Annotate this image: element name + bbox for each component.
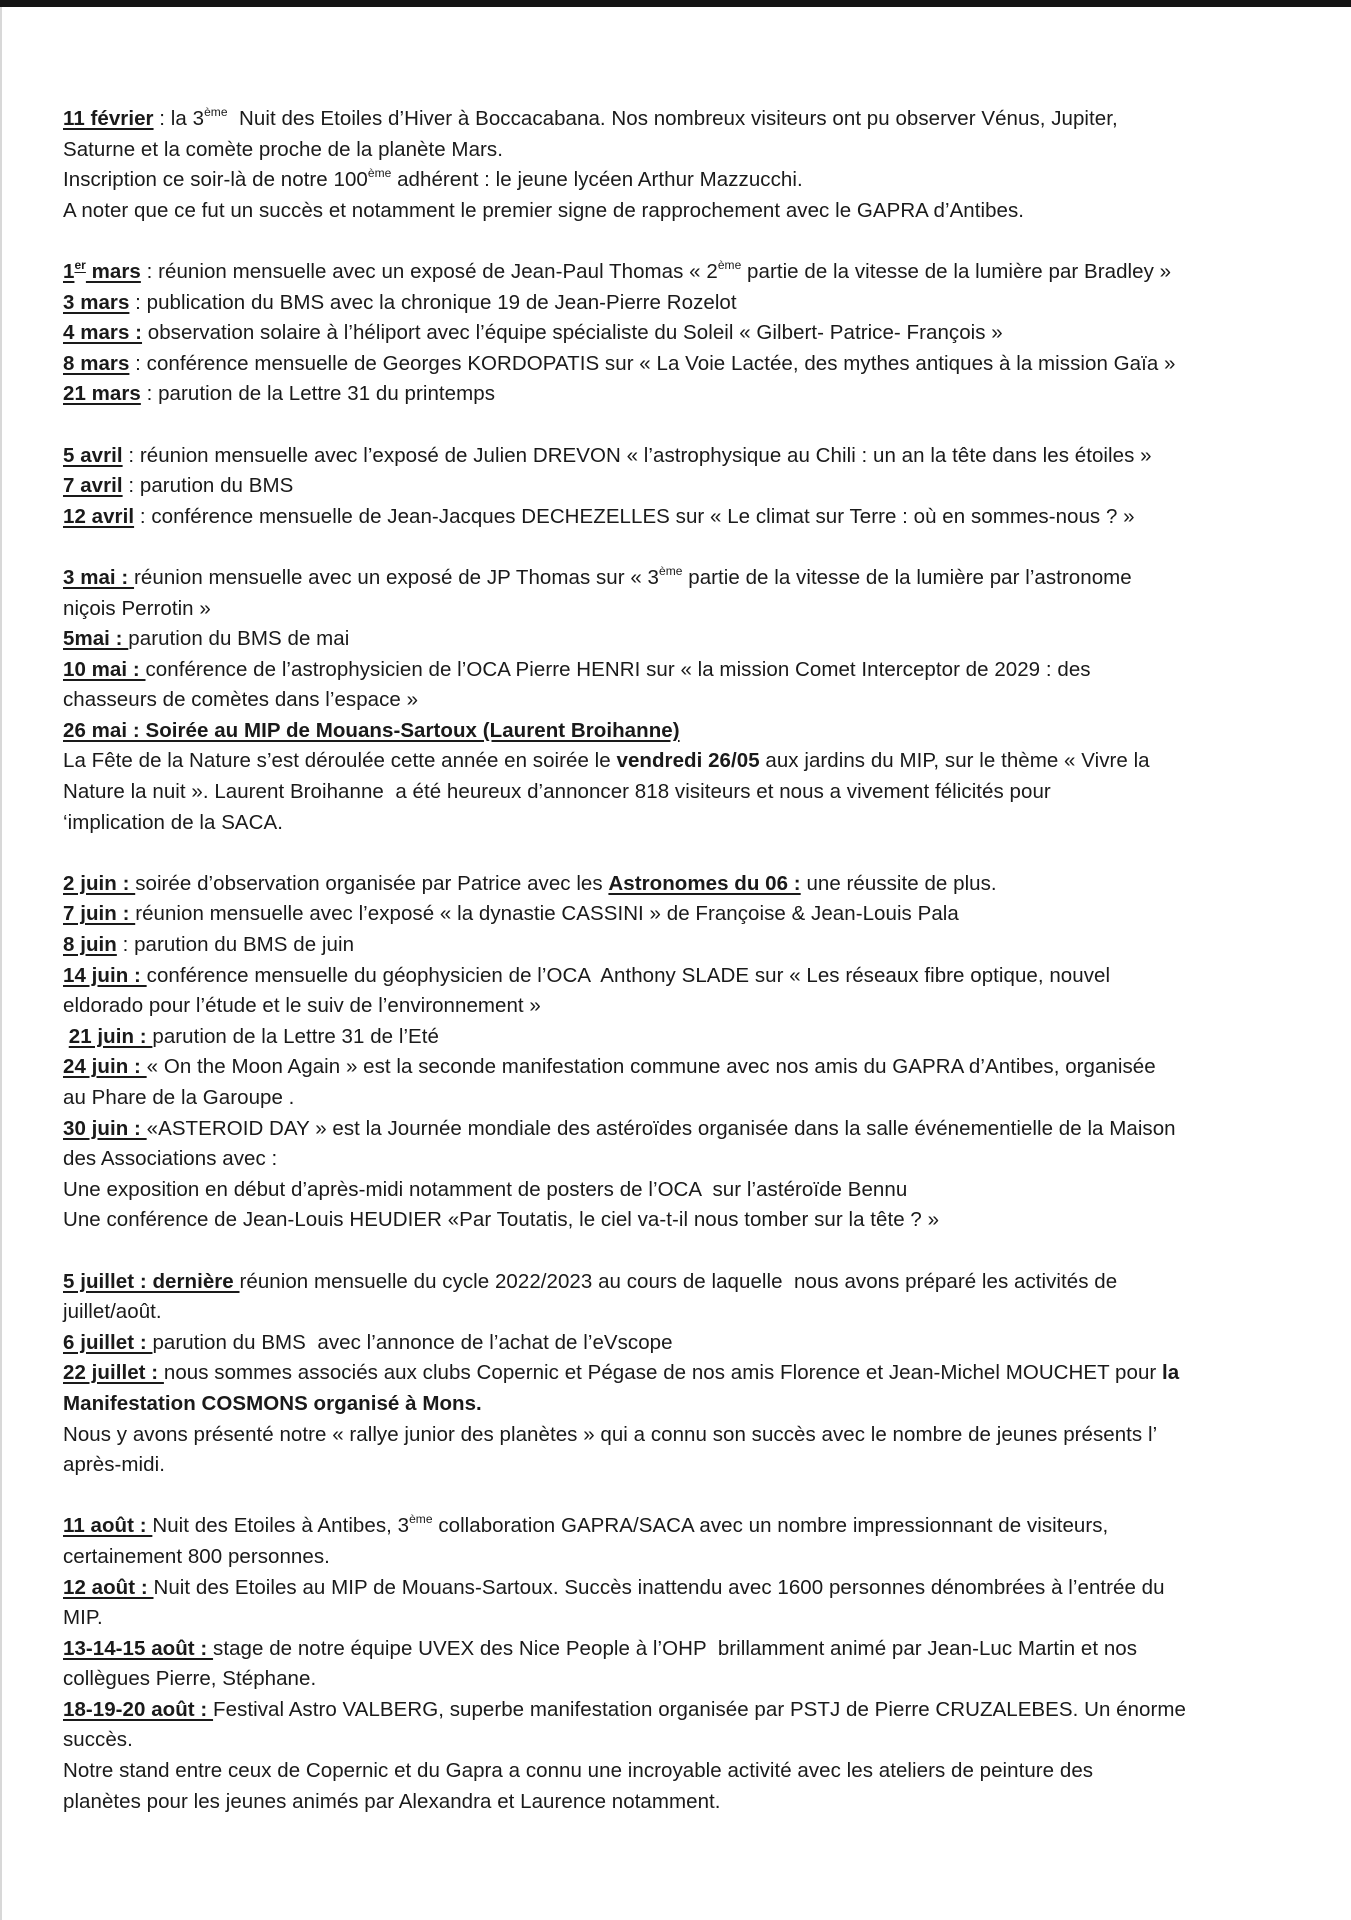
text-line [63, 1725, 1293, 1756]
body-text: Nuit des Etoiles au MIP de Mouans-Sartoux. Succès inattendu avec 1600 personnes dénombrées à l’entrée du [153, 1575, 1165, 1599]
text-line [63, 379, 1293, 410]
paragraph-gap [63, 1481, 1293, 1512]
body-text: : publication du BMS avec la chronique 19 de Jean-Pierre Rozelot [129, 290, 737, 314]
body-text: : conférence mensuelle de Georges KORDOPATIS sur « La Voie Lactée, des mythes antiques à la mission Gaïa » [129, 351, 1176, 375]
body-text: Inscription ce soir-là de notre 100 [63, 168, 368, 192]
date-heading: 3 mars [63, 290, 130, 314]
bold-text: Manifestation COSMONS organisé à Mons. [63, 1391, 482, 1415]
text-line [63, 1450, 1293, 1481]
body-text: juillet/août. [63, 1300, 162, 1324]
body-text: partie de la vitesse de la lumière par l’astronome [682, 565, 1132, 589]
paragraph-gap [63, 1236, 1293, 1267]
date-heading: 11 février [63, 107, 154, 130]
body-text: réunion mensuelle avec un exposé de JP Thomas sur « 3 [134, 565, 660, 589]
text-line [63, 1634, 1293, 1665]
text-line [63, 869, 1293, 900]
text-line [63, 288, 1293, 319]
body-text: succès. [63, 1728, 133, 1752]
text-line [63, 655, 1293, 686]
superscript-text: er [74, 257, 86, 272]
text-line [63, 808, 1293, 839]
date-heading: 26 mai : Soirée au MIP de Mouans-Sartoux (Laurent Broihanne) [63, 718, 680, 742]
body-text: Une conférence de Jean-Louis HEUDIER «Par Toutatis, le ciel va-t-il nous tomber sur la tête ? » [63, 1208, 940, 1232]
text-line [63, 1756, 1293, 1787]
body-text: collègues Pierre, Stéphane. [63, 1667, 317, 1691]
body-text: observation solaire à l’héliport avec l’équipe spécialiste du Soleil « Gilbert- Patrice- François » [142, 321, 1003, 345]
text-line [63, 716, 1293, 747]
body-text: une réussite de plus. [800, 871, 997, 895]
text-line [63, 899, 1293, 930]
text-line [63, 471, 1293, 502]
window-top-bar [0, 0, 1351, 7]
superscript-text: ème [367, 166, 392, 181]
body-text: ‘implication de la SACA. [63, 810, 283, 834]
body-text: des Associations avec : [63, 1147, 278, 1171]
text-line [63, 1511, 1293, 1542]
body-text: Notre stand entre ceux de Copernic et du Gapra a connu une incroyable activité avec les ateliers de peinture des [63, 1759, 1094, 1783]
body-text: : parution de la Lettre 31 du printemps [140, 382, 495, 406]
paragraph-gap [63, 838, 1293, 869]
text-line [63, 1389, 1293, 1420]
body-text: : conférence mensuelle de Jean-Jacques DECHEZELLES sur « Le climat sur Terre : où en sommes-nous ? » [134, 504, 1135, 528]
body-text: conférence mensuelle du géophysicien de l’OCA Anthony SLADE sur « Les réseaux fibre optique, nouvel [146, 963, 1111, 987]
text-line [63, 930, 1293, 961]
text-line [63, 685, 1293, 716]
date-heading: 4 mars : [63, 321, 143, 345]
text-line [63, 257, 1293, 288]
superscript-text: ème [659, 563, 683, 578]
superscript-text: ème [717, 257, 742, 272]
date-heading: Astronomes du 06 : [608, 871, 801, 895]
text-line [63, 961, 1293, 992]
text-line [63, 1052, 1293, 1083]
text-line [63, 104, 1293, 135]
body-text: au Phare de la Garoupe . [63, 1086, 295, 1109]
body-text: «ASTEROID DAY » est la Journée mondiale des astéroïdes organisée dans la salle événementielle de la Maison [146, 1116, 1176, 1140]
body-text: : la 3 [153, 107, 205, 130]
paragraph-gap [63, 226, 1293, 257]
body-text: A noter que ce fut un succès et notamment le premier signe de rapprochement avec le GAPRA d’Antibes. [63, 198, 1025, 222]
text-line [63, 502, 1293, 533]
text-line [63, 1573, 1293, 1604]
text-line [63, 1205, 1293, 1236]
body-text: niçois Perrotin » [63, 596, 211, 620]
date-heading: mars [85, 259, 141, 283]
date-heading: 8 juin [63, 933, 117, 957]
text-line [63, 1114, 1293, 1145]
date-heading: 3 mai : [63, 565, 135, 589]
date-heading: 5mai : [63, 627, 129, 651]
date-heading: 21 juin : [68, 1024, 153, 1048]
body-text: réunion mensuelle avec l’exposé « la dynastie CASSINI » de Françoise & Jean-Louis Pala [135, 902, 959, 926]
date-heading: 10 mai : [63, 657, 146, 681]
body-text: après-midi. [63, 1453, 165, 1477]
body-text: réunion mensuelle du cycle 2022/2023 au cours de laquelle nous avons préparé les activités de [239, 1269, 1118, 1293]
text-line [63, 1695, 1293, 1726]
text-line [63, 441, 1293, 472]
body-text: aux jardins du MIP, sur le thème « Vivre la [759, 749, 1150, 773]
text-line [63, 1664, 1293, 1695]
body-text: eldorado pour l’étude et le suiv de l’environnement » [63, 994, 541, 1018]
text-line [63, 1083, 1293, 1114]
date-heading: 5 juillet : dernière [63, 1269, 240, 1293]
date-heading: 12 août : [63, 1575, 154, 1599]
body-text: partie de la vitesse de la lumière par Bradley » [741, 259, 1172, 283]
body-text: Saturne et la comète proche de la planète Mars. [63, 137, 503, 161]
date-heading: 14 juin : [63, 963, 147, 987]
body-text: : réunion mensuelle avec l’exposé de Julien DREVON « l’astrophysique au Chili : un an la tête dans les étoiles » [122, 443, 1152, 467]
bold-text: la [1162, 1361, 1180, 1385]
body-text: chasseurs de comètes dans l’espace » [63, 688, 419, 712]
text-line [63, 1603, 1293, 1634]
date-heading: 7 avril [63, 474, 123, 498]
date-heading: 5 avril [63, 443, 123, 467]
text-line [63, 165, 1293, 196]
body-text: Une exposition en début d’après-midi notamment de posters de l’OCA sur l’astéroïde Bennu [63, 1177, 908, 1201]
body-text: Festival Astro VALBERG, superbe manifestation organisée par PSTJ de Pierre CRUZALEBES. Un énorme [213, 1697, 1186, 1721]
page-left-edge [0, 7, 2, 1920]
body-text: La Fête de la Nature s’est déroulée cette année en soirée le [63, 749, 617, 773]
body-text: stage de notre équipe UVEX des Nice People à l’OHP brillamment animé par Jean-Luc Martin et nos [213, 1636, 1138, 1660]
text-line [63, 135, 1293, 166]
text-line [63, 991, 1293, 1022]
body-text: : parution du BMS de juin [116, 933, 355, 957]
text-line [63, 1297, 1293, 1328]
date-heading: 1 [63, 259, 75, 283]
text-line [63, 196, 1293, 227]
text-line [63, 1022, 1293, 1053]
text-line [63, 318, 1293, 349]
paragraph-gap [63, 410, 1293, 441]
body-text: parution du BMS de mai [128, 627, 350, 651]
body-text: certainement 800 personnes. [63, 1544, 330, 1568]
date-heading: 30 juin : [63, 1116, 147, 1140]
date-heading: 22 juillet : [63, 1361, 164, 1385]
body-text: parution du BMS avec l’annonce de l’achat de l’eVscope [152, 1330, 673, 1354]
body-text: parution de la Lettre 31 de l’Eté [152, 1024, 439, 1048]
text-line [63, 594, 1293, 625]
body-text: « On the Moon Again » est la seconde manifestation commune avec nos amis du GAPRA d’Antibes, organisée [146, 1055, 1156, 1079]
date-heading: 21 mars [63, 382, 141, 406]
text-line [63, 1267, 1293, 1298]
bold-text: vendredi 26/05 [616, 749, 760, 773]
body-text: : parution du BMS [122, 474, 294, 498]
text-line [63, 563, 1293, 594]
date-heading: 6 juillet : [63, 1330, 153, 1354]
text-line [63, 1542, 1293, 1573]
date-heading: 12 avril [63, 504, 135, 528]
date-heading: 18-19-20 août : [63, 1697, 214, 1721]
date-heading: 2 juin : [63, 871, 136, 895]
text-line [63, 624, 1293, 655]
body-text: soirée d’observation organisée par Patrice avec les [135, 871, 609, 895]
date-heading: 8 mars [63, 351, 130, 375]
body-text: nous sommes associés aux clubs Copernic et Pégase de nos amis Florence et Jean-Michel MOUCHET pour [163, 1361, 1163, 1385]
date-heading: 24 juin : [63, 1055, 147, 1079]
body-text: MIP. [63, 1606, 103, 1630]
date-heading: 11 août : [63, 1514, 153, 1538]
body-text: Nuit des Etoiles à Antibes, 3 [152, 1514, 410, 1538]
superscript-text: ème [409, 1512, 433, 1527]
text-line [63, 746, 1293, 777]
text-line [63, 1420, 1293, 1451]
date-heading: 13-14-15 août : [63, 1636, 214, 1660]
body-text: Nuit des Etoiles d’Hiver à Boccacabana. Nos nombreux visiteurs ont pu observer Vénus, Jupiter, [227, 107, 1118, 130]
body-text: conférence de l’astrophysicien de l’OCA Pierre HENRI sur « la mission Comet Interceptor de 2029 : des [145, 657, 1091, 681]
date-heading: 7 juin : [63, 902, 136, 926]
text-line [63, 1175, 1293, 1206]
superscript-text: ème [204, 105, 228, 119]
text-line [63, 1358, 1293, 1389]
body-text: collaboration GAPRA/SACA avec un nombre impressionnant de visiteurs, [432, 1514, 1109, 1538]
body-text: planètes pour les jeunes animés par Alexandra et Laurence notamment. [63, 1789, 721, 1813]
text-line [63, 1328, 1293, 1359]
paragraph-gap [63, 532, 1293, 563]
text-line [63, 349, 1293, 380]
body-text: Nature la nuit ». Laurent Broihanne a été heureux d’annoncer 818 visiteurs et nous a vivement félicités pour [63, 780, 1051, 804]
text-line [63, 777, 1293, 808]
body-text: Nous y avons présenté notre « rallye junior des planètes » qui a connu son succès avec le nombre de jeunes présents l’ [63, 1422, 1158, 1446]
body-text: : réunion mensuelle avec un exposé de Jean-Paul Thomas « 2 [140, 259, 718, 283]
body-text: adhérent : le jeune lycéen Arthur Mazzucchi. [391, 168, 803, 192]
text-line [63, 1144, 1293, 1175]
text-line [63, 1787, 1293, 1818]
document-page [63, 104, 1293, 1817]
